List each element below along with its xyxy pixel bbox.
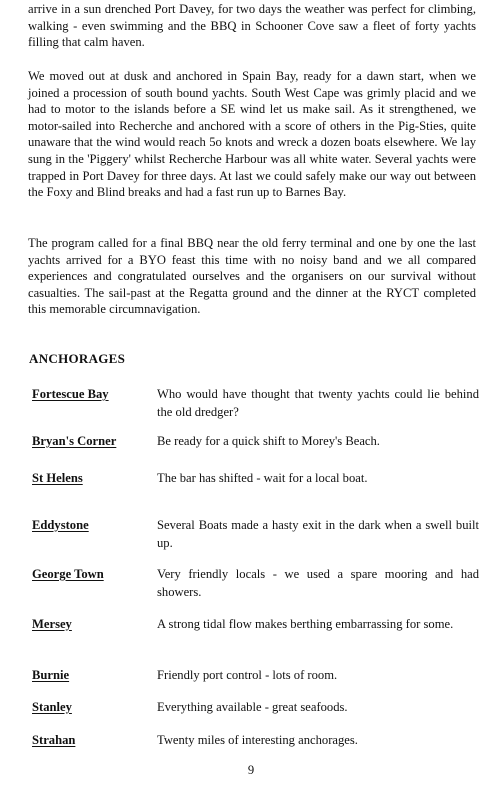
anchorages-heading: ANCHORAGES — [29, 351, 126, 366]
anchorage-description: Who would have thought that twenty yachts could lie behind the old dredger? — [157, 387, 479, 419]
anchorage-description: Several Boats made a hasty exit in the dark when a swell built up. — [157, 518, 479, 550]
anchorage-description: The bar has shifted - wait for a local boat. — [157, 471, 368, 485]
anchorage-name: Mersey — [32, 617, 72, 631]
anchorage-description: Twenty miles of interesting anchorages. — [157, 733, 358, 747]
anchorage-name: Stanley — [32, 700, 72, 714]
paragraph-spain-bay: We moved out at dusk and anchored in Spain Bay, ready for a dawn start, when we joined a procession of south bound yachts. South West Cape was grimly placid and we had to motor to the islands before a SE wind let us make sail. As it strengthened, we motor-sailed into Recherche and anchored with a score of others in the Pig-Sties, quite unaware that the wind would reach 5o knots and wreck a dozen boats elsewhere. We lay sung in the 'Piggery' whilst Recherche Harbour was all white water. Several yachts were trapped in Port Davey for three days. At last we could safely make our way out between the Foxy and Blind breaks and had a fast run up to Barnes Bay. — [28, 69, 476, 200]
anchorage-description: Everything available - great seafoods. — [157, 700, 348, 714]
anchorage-description: Be ready for a quick shift to Morey's Beach. — [157, 434, 380, 448]
anchorage-name: St Helens — [32, 471, 83, 485]
anchorage-name: George Town — [32, 567, 104, 581]
anchorage-name: Fortescue Bay — [32, 387, 109, 401]
anchorage-description: Friendly port control - lots of room. — [157, 668, 338, 682]
page-number: 9 — [247, 763, 255, 777]
paragraph-final-bbq: The program called for a final BBQ near the old ferry terminal and one by one the last yachts arrived for a BYO feast this time with no noisy band and we all compared experiences and congratulated ourselves and the organisers on our survival without casualties. The sail-past at the Regatta ground and the dinner at the RYCT completed this memorable circumnavigation. — [28, 236, 476, 317]
anchorage-description: Very friendly locals - we used a spare mooring and had showers. — [157, 567, 479, 599]
anchorage-name: Burnie — [32, 668, 70, 682]
anchorage-name: Strahan — [32, 733, 76, 747]
anchorage-name: Bryan's Corner — [32, 434, 117, 448]
anchorage-name: Eddystone — [32, 518, 89, 532]
anchorage-description: A strong tidal flow makes berthing embarrassing for some. — [157, 617, 454, 631]
paragraph-port-davey: arrive in a sun drenched Port Davey, for two days the weather was perfect for climbing, walking - even swimming and the BBQ in Schooner Cove saw a fleet of forty yachts filling that calm haven. — [28, 2, 476, 50]
